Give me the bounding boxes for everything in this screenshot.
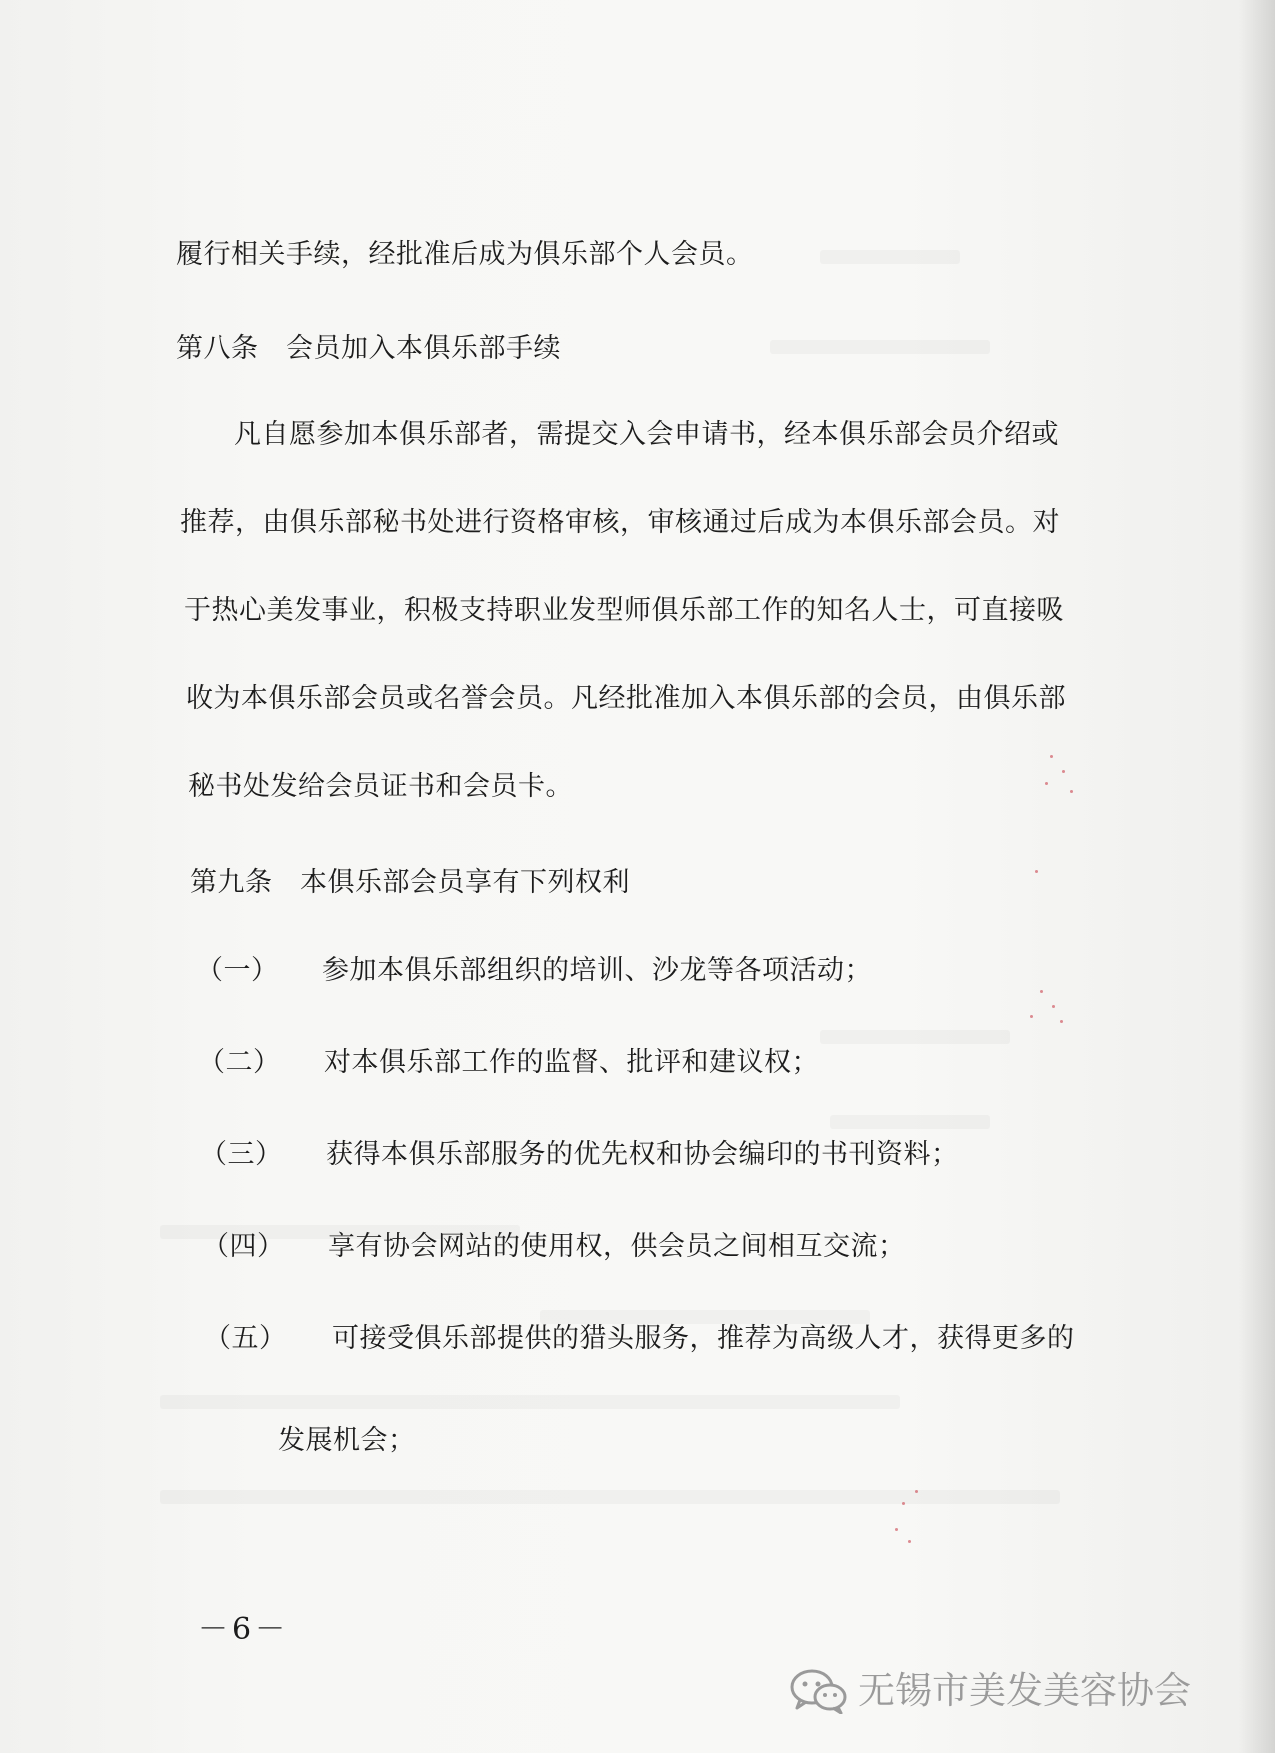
watermark — [790, 1668, 1191, 1714]
list-item-number: （三） — [200, 1139, 283, 1170]
watermark-text: 无锡市美发美容协会 — [858, 1669, 1191, 1712]
bleed-through-mark — [830, 1115, 990, 1129]
list-item-number: （二） — [198, 1047, 281, 1078]
stamp-speck — [915, 1490, 918, 1493]
text-line: 推荐，由俱乐部秘书处进行资格审核，审核通过后成为本俱乐部会员。对 — [180, 507, 1060, 538]
article-heading: 第八条 会员加入本俱乐部手续 — [176, 333, 561, 364]
list-item-number: （一） — [196, 955, 279, 986]
list-item-number: （四） — [202, 1231, 285, 1262]
text-line: 于热心美发事业，积极支持职业发型师俱乐部工作的知名人士，可直接吸 — [184, 595, 1064, 626]
stamp-speck — [908, 1540, 911, 1543]
text-line: 收为本俱乐部会员或名誉会员。凡经批准加入本俱乐部的会员，由俱乐部 — [186, 683, 1066, 714]
list-item-text: 享有协会网站的使用权，供会员之间相互交流； — [328, 1231, 906, 1262]
text-line: 凡自愿参加本俱乐部者，需提交入会申请书，经本俱乐部会员介绍或 — [234, 419, 1059, 450]
stamp-speck — [1035, 870, 1038, 873]
page-edge-shadow — [1239, 0, 1275, 1753]
stamp-speck — [895, 1528, 898, 1531]
bleed-through-mark — [160, 1490, 1060, 1504]
stamp-speck — [902, 1502, 905, 1505]
stamp-speck — [1070, 790, 1073, 793]
list-item-text: 参加本俱乐部组织的培训、沙龙等各项活动； — [322, 955, 872, 986]
list-item-text: 获得本俱乐部服务的优先权和协会编印的书刊资料； — [326, 1139, 959, 1170]
stamp-speck — [1062, 770, 1065, 773]
stamp-speck — [1030, 1015, 1033, 1018]
bleed-through-mark — [820, 250, 960, 264]
stamp-speck — [1050, 755, 1053, 758]
text-line: 秘书处发给会员证书和会员卡。 — [188, 771, 573, 802]
stamp-speck — [1060, 1020, 1063, 1023]
page-number: －6－ — [198, 1612, 290, 1647]
bleed-through-mark — [160, 1395, 900, 1409]
stamp-speck — [1045, 782, 1048, 785]
list-item-text: 对本俱乐部工作的监督、批评和建议权； — [324, 1047, 819, 1078]
list-item-continuation: 发展机会； — [278, 1425, 416, 1456]
stamp-speck — [1052, 1005, 1055, 1008]
bleed-through-mark — [820, 1030, 1010, 1044]
stamp-speck — [1040, 990, 1043, 993]
article-heading: 第九条 本俱乐部会员享有下列权利 — [190, 867, 630, 898]
list-item-number: （五） — [204, 1323, 287, 1354]
wechat-icon — [790, 1668, 848, 1714]
bleed-through-mark — [770, 340, 990, 354]
list-item-text: 可接受俱乐部提供的猎头服务，推荐为高级人才，获得更多的 — [332, 1323, 1075, 1354]
text-line: 履行相关手续，经批准后成为俱乐部个人会员。 — [176, 239, 754, 270]
